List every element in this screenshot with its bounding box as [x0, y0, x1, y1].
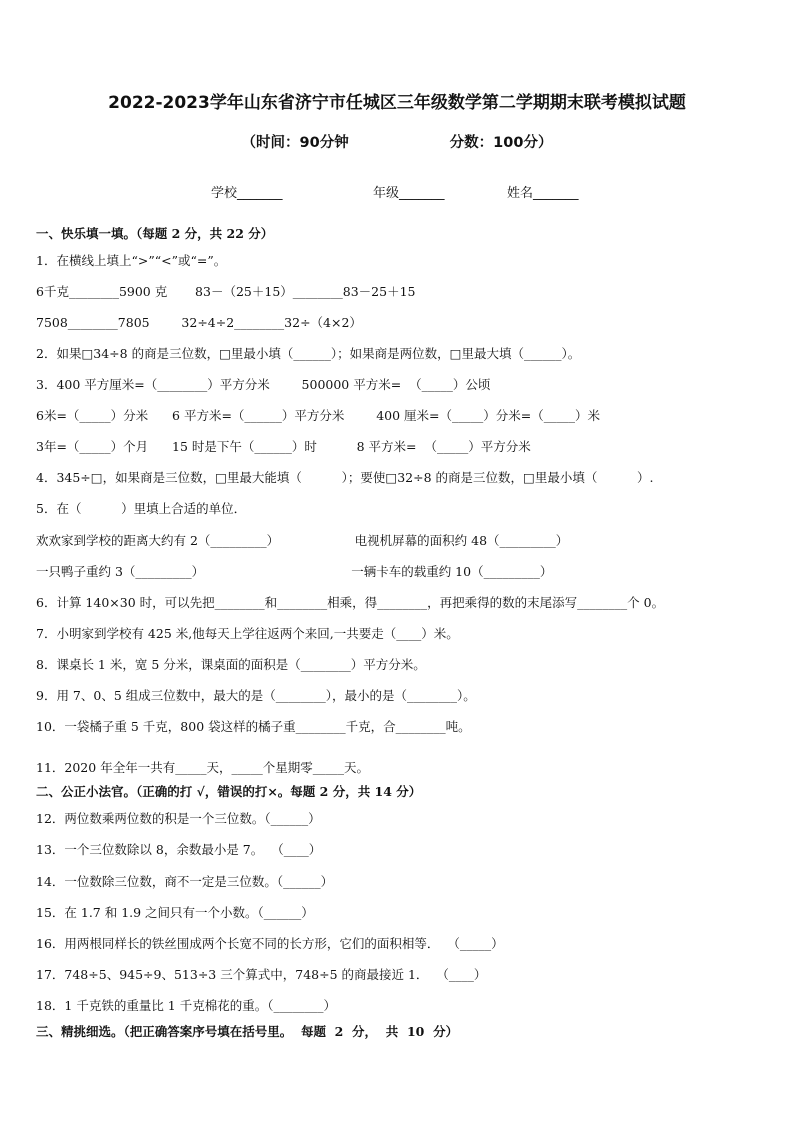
page-title: 2022-2023学年山东省济宁市任城区三年级数学第二学期期末联考模拟试题: [108, 93, 686, 113]
school-field: 学校_______: [211, 186, 283, 201]
question-line: 9．用 7、0、5 组成三位数中，最大的是（________），最小的是（________）。: [36, 688, 476, 703]
question-line: 6．计算 140×30 时，可以先把________和________相乘，得________，再把乘得的数的末尾添写________个 0。: [36, 595, 665, 610]
question-line: 18．1 千克铁的重量比 1 千克棉花的重。（________）: [36, 998, 336, 1013]
question-line: 11．2020 年全年一共有_____天，_____个星期零_____天。: [36, 760, 369, 775]
question-line: 4．345÷□，如果商是三位数，□里最大能填（ ）；要使□32÷8 的商是三位数，□里最小填（ ）.: [36, 470, 654, 485]
question-line: 1．在横线上填上“>”“<”或“=”。: [36, 253, 227, 268]
question-line: 欢欢家到学校的距离大约有 2（_________） 电视机屏幕的面积约 48（_________）: [36, 533, 569, 548]
grade-field: 年级_______: [373, 186, 445, 201]
question-line: 15．在 1.7 和 1.9 之间只有一个小数。（______）: [36, 905, 314, 920]
question-line: 7．小明家到学校有 425 米,他每天上学往返两个来回,一共要走（____）米。: [36, 626, 459, 641]
question-line: 10．一袋橘子重 5 千克，800 袋这样的橘子重________千克，合________吨。: [36, 719, 471, 734]
question-line: 一只鸭子重约 3（_________） 一辆卡车的载重约 10（_________）: [36, 564, 553, 579]
question-line: 12．两位数乘两位数的积是一个三位数。（______）: [36, 811, 321, 826]
question-line: 3年=（_____）个月 15 时是下午（______）时 8 平方米= （_____）平方分米: [36, 439, 531, 454]
question-line: 16．用两根同样长的铁丝围成两个长宽不同的长方形，它们的面积相等． （_____）: [36, 936, 504, 951]
question-line: 5．在（ ）里填上合适的单位．: [36, 501, 247, 516]
question-line: 8．课桌长 1 米，宽 5 分米，课桌面的面积是（________）平方分米。: [36, 657, 426, 672]
question-line: 7508________7805 32÷4÷2________32÷（4×2）: [36, 315, 362, 330]
question-line: 6米=（_____）分米 6 平方米=（______）平方分米 400 厘米=（_____）分米=（_____）米: [36, 408, 600, 423]
question-line: 3．400 平方厘米=（________）平方分米 500000 平方米= （_____）公顷: [36, 377, 491, 392]
exam-time-score: （时间：90分钟 分数：100分）: [241, 135, 553, 151]
question-line: 13．一个三位数除以 8，余数最小是 7。 （____）: [36, 842, 322, 857]
question-line: 6千克________5900 克 83－（25＋15）________83－25＋15: [36, 284, 416, 299]
section-heading-2: 二、公正小法官。（正确的打 √，错误的打×。每题 2 分，共 14 分）: [36, 784, 422, 799]
question-line: 2．如果□34÷8 的商是三位数，□里最小填（______）；如果商是两位数，□里最大填（______）。: [36, 346, 581, 361]
section-heading-3: 三、精挑细选。（把正确答案序号填在括号里。 每题 2 分， 共 10 分）: [36, 1024, 459, 1039]
name-field: 姓名_______: [507, 186, 579, 201]
question-line: 17．748÷5、945÷9、513÷3 三个算式中，748÷5 的商最接近 1． （____）: [36, 967, 487, 982]
section-heading-1: 一、快乐填一填。（每题 2 分，共 22 分）: [36, 226, 274, 241]
question-line: 14．一位数除三位数，商不一定是三位数。（______）: [36, 874, 334, 889]
